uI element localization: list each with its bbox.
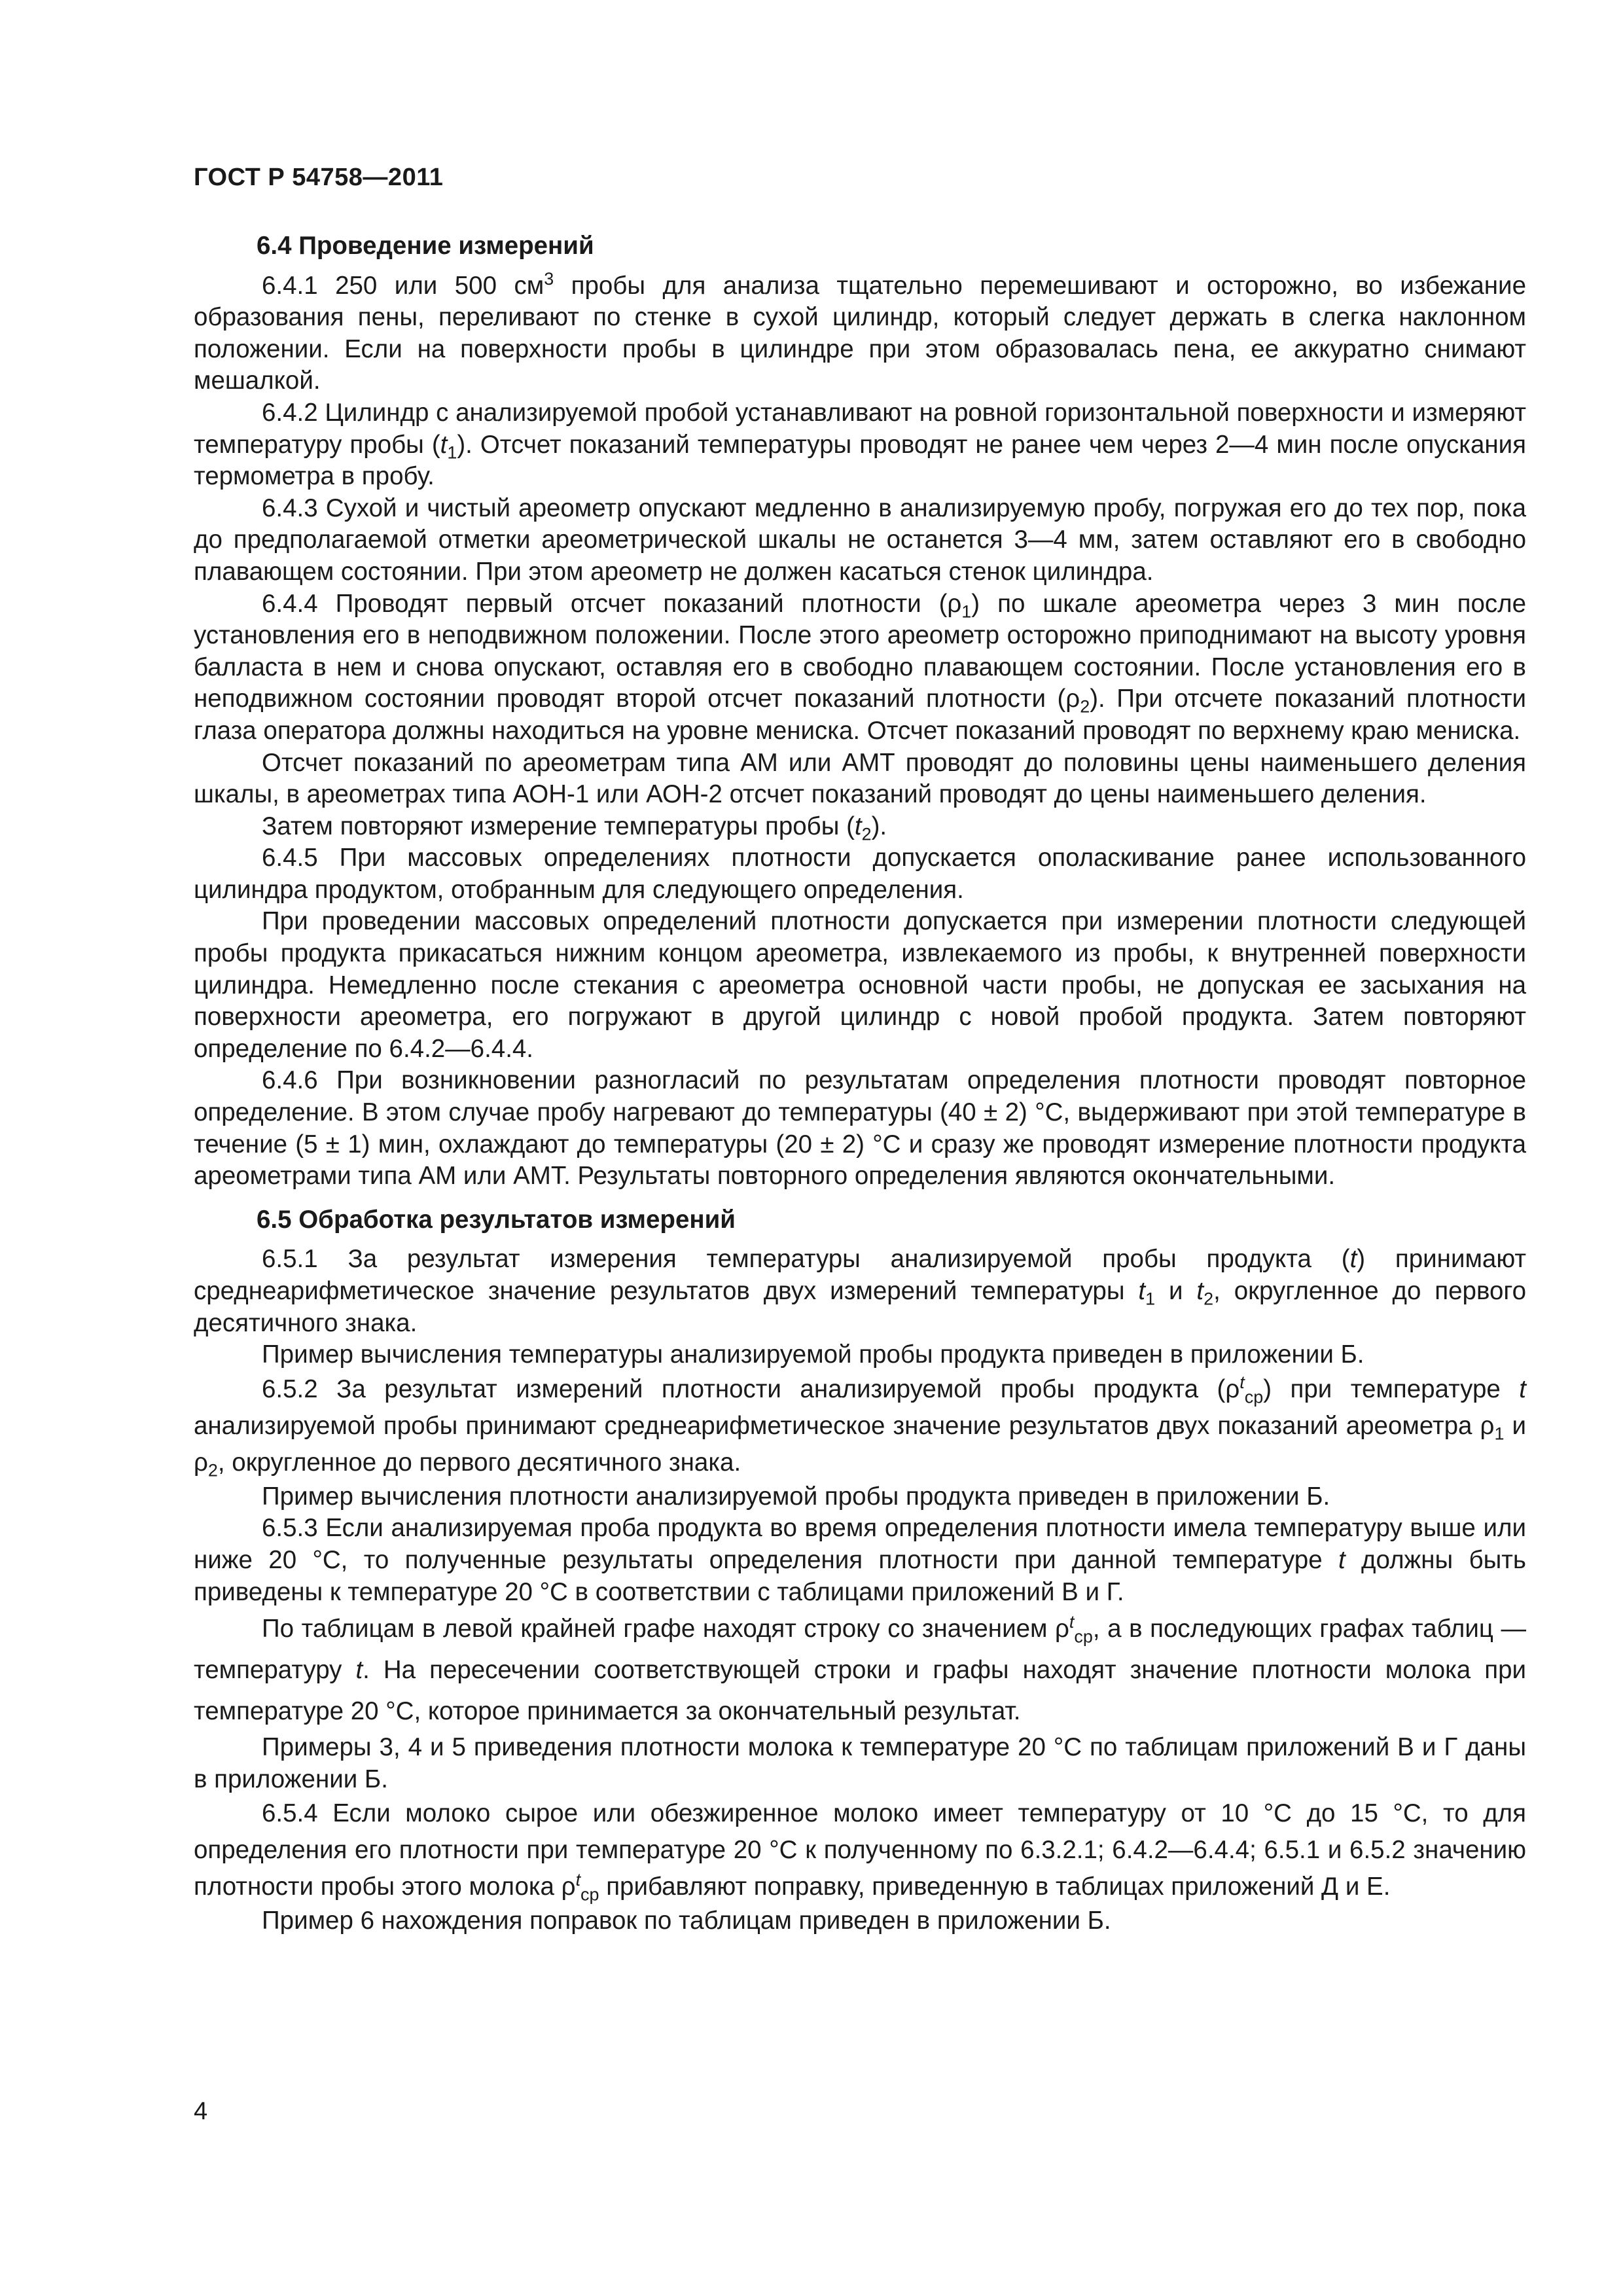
para-examples-3-4-5: Примеры 3, 4 и 5 приведения плотности молока к температуре 20 °С по таблицам приложений В и Г даны в приложении Б.: [194, 1733, 1526, 1793]
para-repeat-temperature: Затем повторяют измерение температуры пробы $(t_2)$.: [262, 812, 887, 844]
para-6-4-1: 6.4.1 250 или 500 $см^3$ пробы для анализа тщательно перемешивают и осторожно, во избежание образования пены, переливают по стенке в сухой цилиндр, который следует держать в слегка наклонном положении. Если на поверхности пробы в цилиндре при этом образовалась пена, ее аккуратно снимают мешалкой.: [194, 268, 1526, 395]
para-6-4-4: 6.4.4 Проводят первый отсчет показаний плотности $(\rho_1)$ по шкале ареометра через 3 мин после установления его в неподвижном положении. После этого ареометр осторожно приподнимают на высоту уровня балласта в нем и снова опускают, оставляя его в свободно плавающем состоянии. После установления его в неподвижном состоянии проводят второй отсчет показаний плотности $(\rho_2)$. При отсчете показаний плотности глаза оператора должны находиться на уровне мениска. Отсчет показаний проводят по верхнему краю мениска.: [194, 589, 1526, 745]
para-example-density: Пример вычисления плотности анализируемой пробы продукта приведен в приложении Б.: [262, 1482, 1330, 1511]
para-6-5-3: 6.5.3 Если анализируемая проба продукта во время определения плотности имела температуру выше или ниже 20 °С, то полученные результаты определения плотности при данной температуре t должны быть приведены к температуре 20 °С в соответствии с таблицами приложений В и Г.: [194, 1514, 1526, 1606]
para-hydrometer-reading: Отсчет показаний по ареометрам типа АМ или АМТ проводят до половины цены наименьшего деления шкалы, в ареометрах типа АОН-1 или АОН-2 отсчет показаний проводят до цены наименьшего деления.: [194, 748, 1526, 809]
document-body: [194, 230, 1526, 1937]
para-example-temperature: Пример вычисления температуры анализируемой пробы продукта приведен в приложении Б.: [262, 1340, 1364, 1369]
page-number: 4: [194, 2098, 208, 2125]
para-example-6: Пример 6 нахождения поправок по таблицам приведен в приложении Б.: [262, 1907, 1111, 1935]
para-6-5-4: 6.5.4 Если молоко сырое или обезжиренное молоко имеет температуру от 10 °С до 15 °С, то для определения его плотности при температуре 20 °С к полученному по 6.3.2.1; 6.4.2—6.4.4; 6.5.1 и 6.5.2 значению плотности пробы этого молока $\rho^t_{ср}$ прибавляют поправку, приведенную в таблицах приложений Д и Е.: [194, 1799, 1526, 1905]
para-6-4-3: 6.4.3 Сухой и чистый ареометр опускают медленно в анализируемую пробу, погружая его до тех пор, пока до предполагаемой отметки ареометрической шкалы не останется 3—4 мм, затем оставляют его в свободно плавающем состоянии. При этом ареометр не должен касаться стенок цилиндра.: [194, 493, 1526, 586]
para-6-5-2: 6.5.2 За результат измерений плотности анализируемой пробы продукта $(\rho^t_{ср})$ при температуре t анализируемой пробы принимают среднеарифметическое значение результатов двух показаний ареометра $\rho_1$ и $\rho_2$, округленное до первого десятичного знака.: [194, 1372, 1527, 1480]
para-6-4-5: 6.4.5 При массовых определениях плотности допускается ополаскивание ранее использованного цилиндра продуктом, отобранным для следующего определения.: [194, 844, 1526, 904]
para-6-4-6: 6.4.6 При возникновении разногласий по результатам определения плотности проводят повторное определение. В этом случае пробу нагревают до температуры (40 ± 2) °С, выдерживают при этой температуре в течение (5 ± 1) мин, охлаждают до температуры (20 ± 2) °С и сразу же проводят измерение плотности продукта ареометрами типа АМ или АМТ. Результаты повторного определения являются окончательными.: [194, 1066, 1526, 1191]
para-6-5-1: 6.5.1 За результат измерения температуры анализируемой пробы продукта (t) принимают среднеарифметическое значение результатов двух измерений температуры $t_1$ и $t_2$, округленное до первого десятичного знака.: [194, 1245, 1527, 1337]
para-6-4-2: 6.4.2 Цилиндр с анализируемой пробой устанавливают на ровной горизонтальной поверхности и измеряют температуру пробы $(t_1)$. Отсчет показаний температуры проводят не ранее чем через 2—4 мин после опускания термометра в пробу.: [194, 398, 1526, 491]
section-6-4-title: 6.4 Проведение измерений: [257, 232, 594, 260]
document-header: ГОСТ Р 54758—2011: [194, 164, 444, 191]
para-mass-determinations: При проведении массовых определений плотности допускается при измерении плотности следующей пробы продукта прикасаться нижним концом ареометра, извлекаемого из пробы, к внутренней поверхности цилиндра. Немедленно после стекания с ареометра основной части пробы, не допуская ее засыхания на поверхности ареометра, его погружают в другой цилиндр с новой пробой продукта. Затем повторяют определение по 6.4.2—6.4.4.: [194, 907, 1526, 1063]
section-6-5-title: 6.5 Обработка результатов измерений: [257, 1205, 736, 1234]
para-tables-lookup: По таблицам в левой крайней графе находят строку со значением $\rho^t_{ср}$, а в последующих графах таблиц — температуру t. На пересечении соответствующей строки и графы находят значение плотности молока при температуре 20 °С, которое принимается за окончательный результат.: [194, 1612, 1526, 1726]
